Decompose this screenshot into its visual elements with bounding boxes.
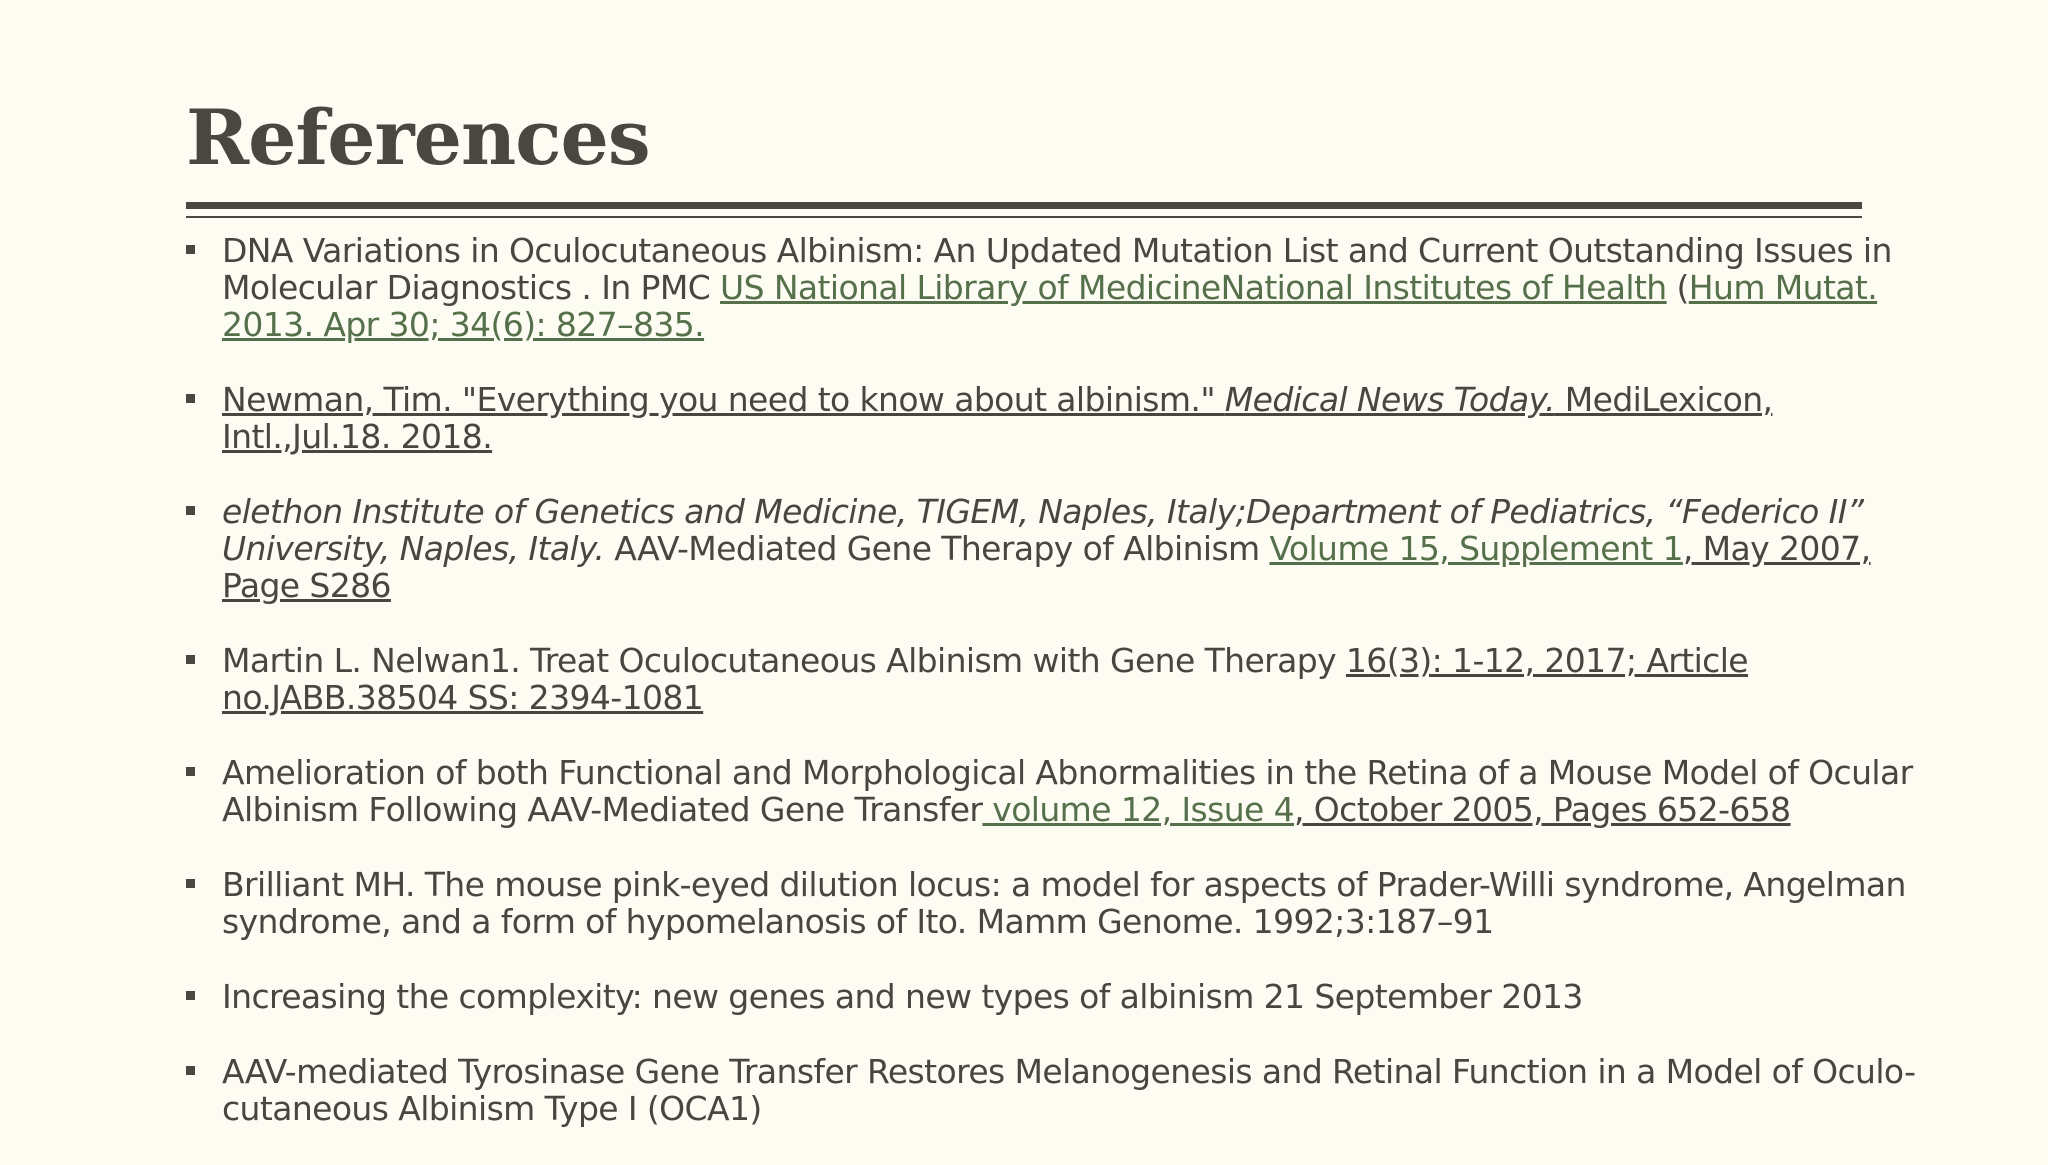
bullet-icon [186, 1066, 195, 1075]
reference-text: AAV-mediated Tyrosinase Gene Transfer Restores Melanogenesis and Retinal Function in a Model of Oculo-cutaneous Albinism Type I (OCA1) [222, 1052, 1916, 1128]
bullet-icon [186, 767, 195, 776]
reference-affiliation: elethon Institute of Genetics and Medicine, TIGEM, Naples, Italy;Department of Pediatrics, “Federico II” University, Naples, Italy. [222, 492, 1864, 568]
title-divider-thick [186, 202, 1862, 209]
page-title: References [186, 93, 650, 182]
reference-list [186, 232, 1916, 1165]
reference-text: DNA Variations in Oculocutaneous Albinism: An Updated Mutation List and Current Outstanding Issues in Molecular Diagnostics . In PMC [222, 231, 1892, 307]
bullet-icon [186, 655, 195, 664]
bullet-icon [186, 394, 195, 403]
reference-link[interactable]: , October 2005, Pages 652-658 [1294, 790, 1791, 829]
reference-link[interactable]: US National Library of MedicineNational Institutes of Health [720, 268, 1667, 307]
reference-item [186, 232, 1916, 343]
reference-source: Medical News Today. [1224, 380, 1555, 419]
reference-item [186, 1053, 1916, 1127]
bullet-icon [186, 506, 195, 515]
bullet-icon [186, 879, 195, 888]
reference-link[interactable]: Hum Mutat. 2013. Apr 30; 34(6): 827–835. [222, 268, 1878, 344]
reference-text[interactable] [222, 380, 1772, 456]
reference-text: Martin L. Nelwan1. Treat Oculocutaneous Albinism with Gene Therapy [222, 641, 1346, 680]
reference-item [186, 493, 1916, 604]
reference-link[interactable]: volume 12, Issue 4 [982, 790, 1295, 829]
reference-link[interactable]: Volume 15, Supplement 1 [1269, 529, 1683, 568]
reference-text: Brilliant MH. The mouse pink-eyed dilution locus: a model for aspects of Prader-Willi syndrome, Angelman syndrome, and a form of hypomelanosis of Ito. Mamm Genome. 1992;3:187–91 [222, 865, 1906, 941]
reference-item [186, 754, 1916, 828]
reference-item [186, 381, 1916, 455]
reference-item [186, 866, 1916, 940]
reference-text: Increasing the complexity: new genes and new types of albinism 21 September 2013 [222, 977, 1583, 1016]
reference-text: Amelioration of both Functional and Morphological Abnormalities in the Retina of a Mouse Model of Ocular Albinism Following AAV-Mediated Gene Transfer [222, 753, 1913, 829]
reference-item [186, 978, 1916, 1015]
reference-text: AAV-Mediated Gene Therapy of Albinism [604, 529, 1270, 568]
bullet-icon [186, 245, 195, 254]
reference-link[interactable]: 16(3): 1-12, 2017; Article no.JABB.38504 SS: 2394-1081 [222, 641, 1748, 717]
reference-link[interactable]: , May 2007, Page S286 [222, 529, 1871, 605]
bullet-icon [186, 991, 195, 1000]
title-divider-thin [186, 216, 1862, 218]
reference-text: ( [1666, 268, 1689, 307]
reference-item [186, 642, 1916, 716]
reference-author-title: Newman, Tim. "Everything you need to know about albinism." [222, 380, 1225, 419]
reference-publisher: MediLexicon, Intl.,Jul.18. 2018. [222, 380, 1773, 456]
